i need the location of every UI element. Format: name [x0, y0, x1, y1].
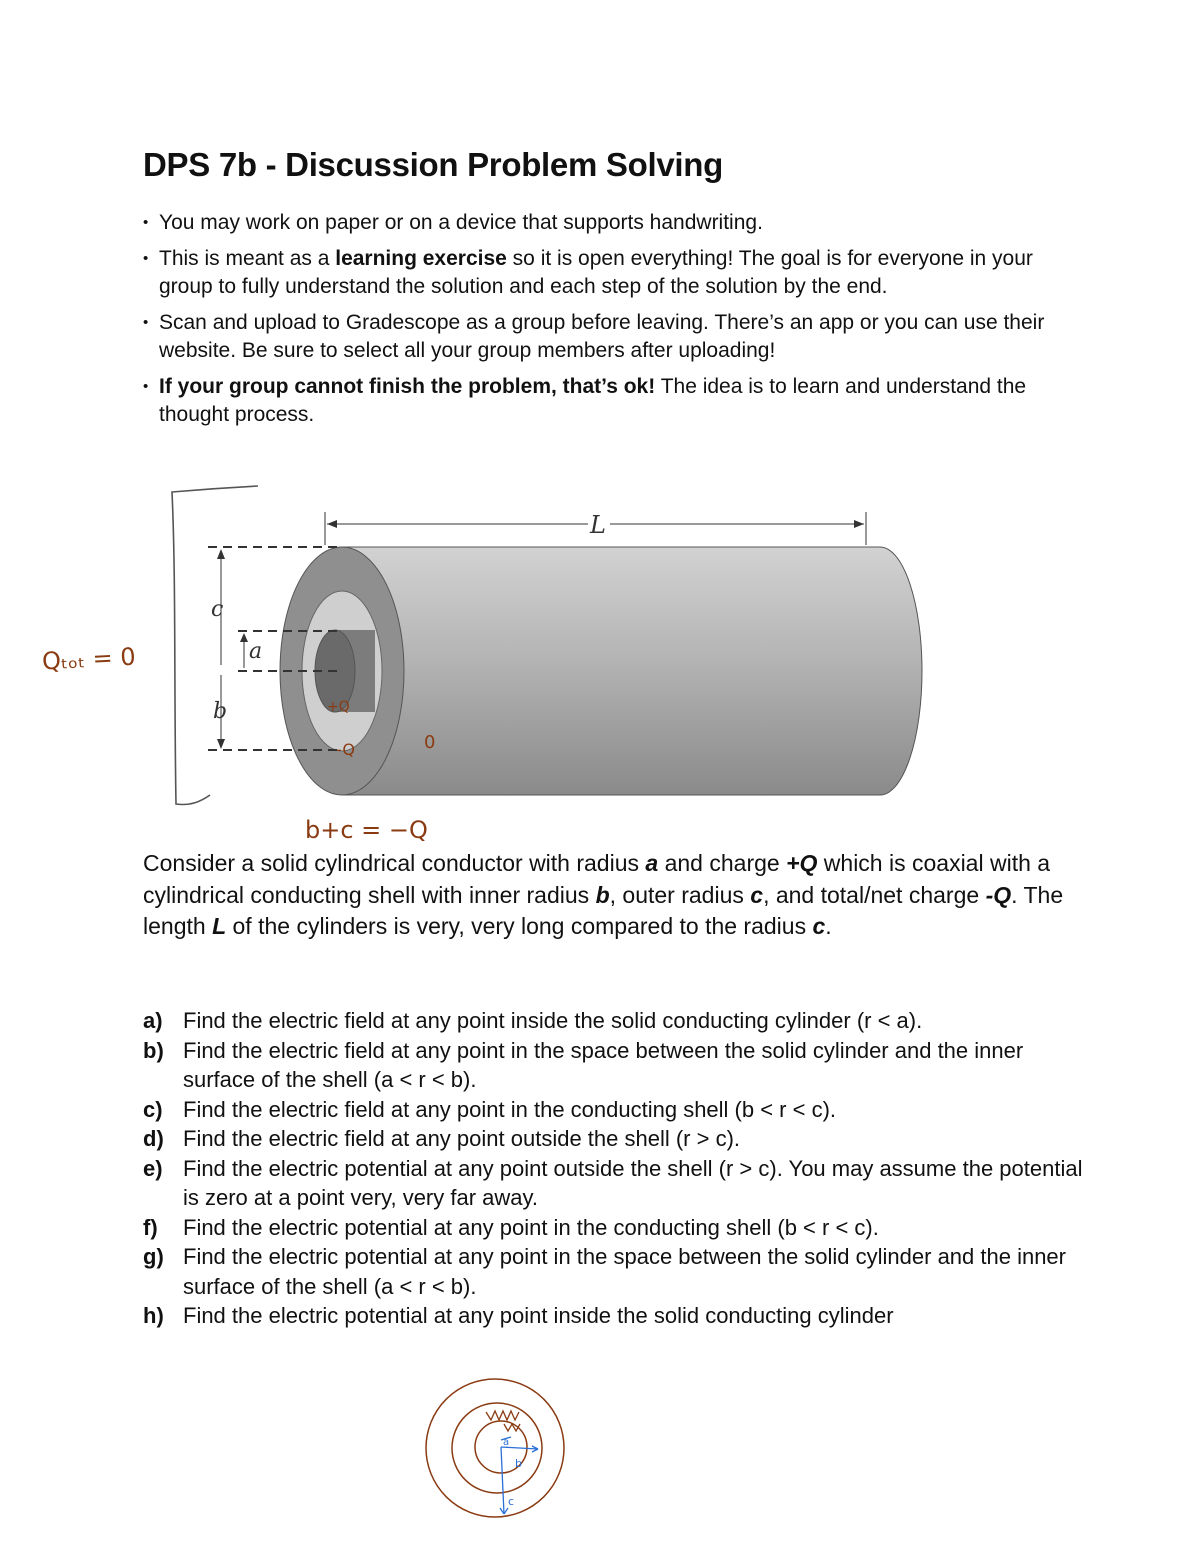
instruction-item: • Scan and upload to Gradescope as a group before leaving. There’s an app or you can use their website. Be sure to select all your group members after uploading! [143, 309, 1073, 365]
handwritten-outer-charge: -Q [336, 740, 355, 759]
problem-part: a) Find the electric field at any point inside the solid conducting cylinder (r < a). [143, 1008, 923, 1033]
problem-part: f) Find the electric potential at any point in the conducting shell (b < r < c). [143, 1214, 879, 1240]
label-L: L [590, 511, 606, 539]
sketch-label-c: c [508, 1495, 515, 1508]
sketch-label-a: a [503, 1437, 510, 1448]
page-title: DPS 7b - Discussion Problem Solving [143, 146, 723, 183]
problem-parts [143, 1006, 1093, 1331]
handwritten-inner-charge: +Q [327, 699, 350, 715]
label-c: c [211, 597, 224, 622]
instruction-item: • You may work on paper or on a device that supports handwriting. [143, 209, 1073, 237]
instructions-list [143, 209, 1073, 437]
handwritten-bc-sum: b+c = −Q [305, 816, 428, 844]
sketch-label-b: b [515, 1457, 522, 1470]
handwritten-total-charge: Qₜₒₜ = 0 [41, 642, 137, 676]
handwritten-bracket [172, 486, 258, 805]
problem-part: h) Find the electric potential at any point inside the solid conducting cylinder [143, 1303, 894, 1328]
problem-part: g) Find the electric potential at any point in the space between the solid cylinder and the inner surface of the shell (a < r < b). [143, 1244, 1066, 1299]
coaxial-cylinder-figure [0, 470, 1000, 820]
cylinder-body [342, 547, 922, 795]
problem-statement: Consider a solid cylindrical conductor with radius a and charge +Q which is coaxial with a cylindrical conducting shell with inner radius b, outer radius c, and total/net charge -Q. The length L of the cylinders is very, very long compared to the radius c. [143, 850, 1064, 939]
problem-part: e) Find the electric potential at any point outside the shell (r > c). You may assume the potential is zero at a point very, very far away. [143, 1155, 1083, 1210]
instruction-item: • This is meant as a learning exercise so it is open everything! The goal is for everyone in your group to fully understand the solution and each step of the solution by the end. [143, 245, 1073, 301]
problem-part: b) Find the electric field at any point in the space between the solid cylinder and the inner surface of the shell (a < r < b). [143, 1037, 1024, 1092]
instruction-item: • If your group cannot finish the problem, that’s ok! The idea is to learn and understand the thought process. [143, 373, 1073, 429]
handwritten-zero: 0 [424, 732, 436, 753]
problem-part: d) Find the electric field at any point outside the shell (r > c). [143, 1126, 741, 1151]
handwritten-cross-section-sketch [420, 1375, 580, 1525]
label-b: b [213, 699, 228, 724]
problem-part: c) Find the electric field at any point in the conducting shell (b < r < c). [143, 1096, 837, 1122]
label-a: a [249, 639, 263, 664]
